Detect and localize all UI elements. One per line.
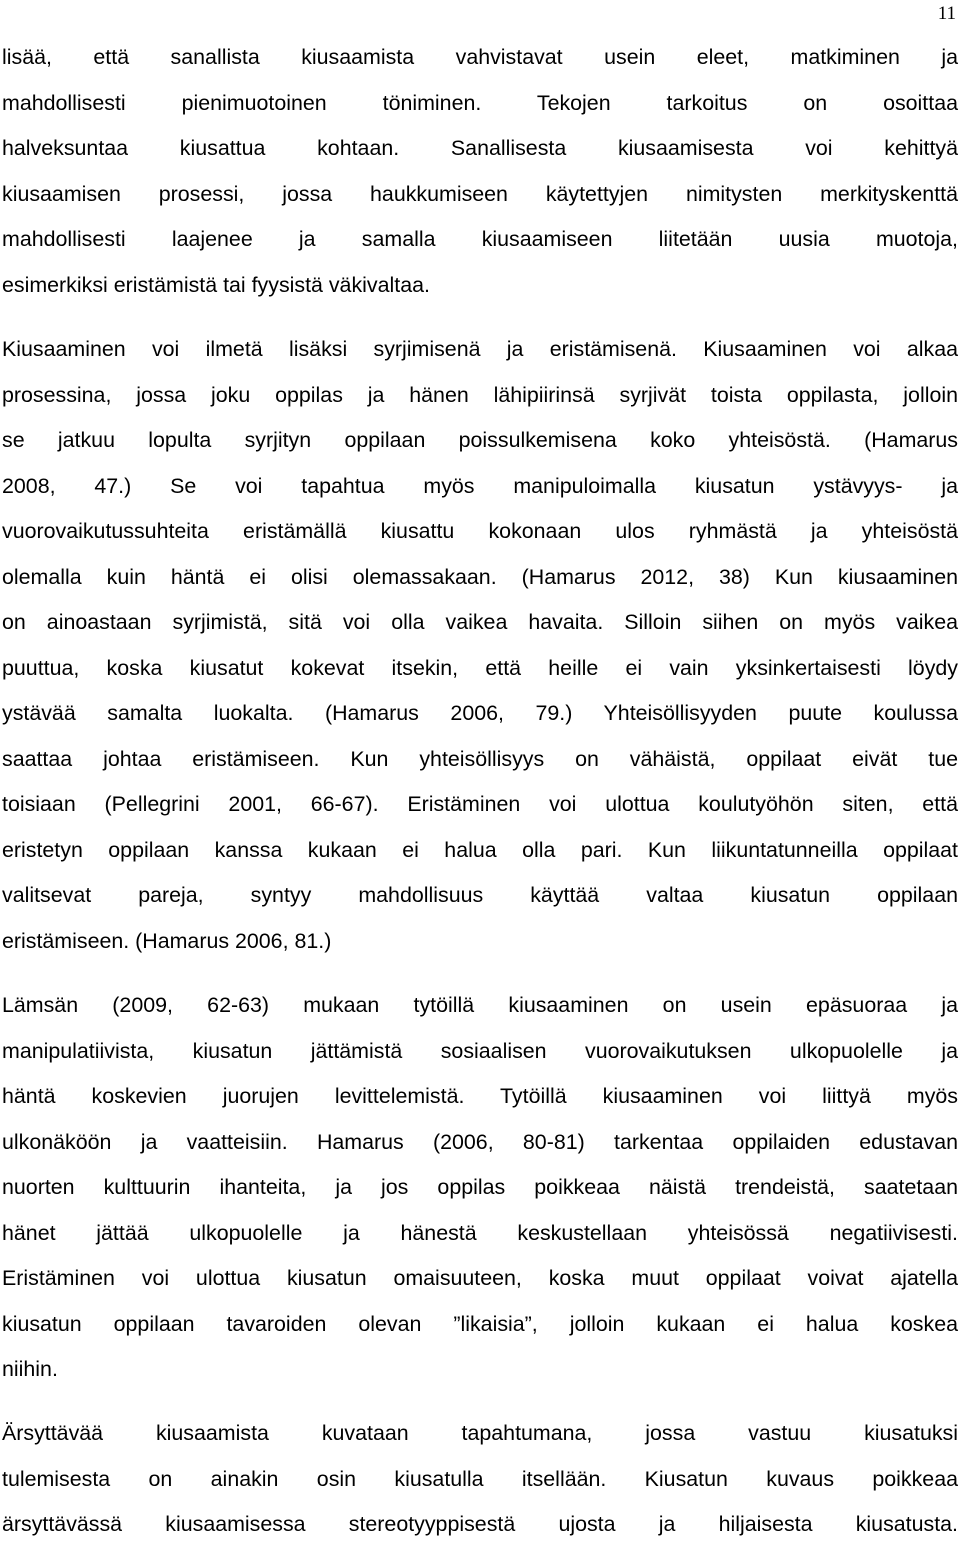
paragraph-verbal-bullying bbox=[2, 35, 958, 308]
text-line: prosessina, jossa joku oppilas ja hänen lähipiirinsä syrjivät toista oppilasta, jolloin bbox=[2, 382, 958, 407]
text-line: eristämiseen. (Hamarus 2006, 81.) bbox=[2, 928, 332, 953]
paragraph-exclusion bbox=[2, 327, 958, 964]
text-line: häntä koskevien juorujen levittelemistä. Tytöillä kiusaaminen voi liittyä myös bbox=[2, 1084, 958, 1108]
text-line: nuorten kulttuurin ihanteita, ja jos oppilas poikkeaa näistä trendeistä, saatetaan bbox=[2, 1175, 958, 1199]
text-line: hänet jättää ulkopuolelle ja hänestä keskustellaan yhteisössä negatiivisesti. bbox=[2, 1220, 958, 1245]
paragraph-provocative-bullying bbox=[2, 1411, 958, 1548]
paragraph-girls-bullying bbox=[2, 983, 958, 1393]
text-line: mahdollisesti laajenee ja samalla kiusaamiseen liitetään uusia muotoja, bbox=[2, 227, 958, 251]
text-line: ystävää samalta luokalta. (Hamarus 2006, 79.) Yhteisöllisyyden puute koulussa bbox=[2, 701, 958, 725]
text-line: se jatkuu lopulta syrjityn oppilaan poissulkemisena koko yhteisöstä. (Hamarus bbox=[2, 428, 958, 452]
text-line: esimerkiksi eristämistä tai fyysistä väkivaltaa. bbox=[2, 272, 430, 297]
text-line: ulkonäköön ja vaatteisiin. Hamarus (2006, 80-81) tarkentaa oppilaiden edustavan bbox=[2, 1129, 958, 1154]
text-line: 2008, 47.) Se voi tapahtua myös manipuloimalla kiusatun ystävyys- ja bbox=[2, 473, 958, 498]
text-line: olemalla kuin häntä ei olisi olemassakaan. (Hamarus 2012, 38) Kun kiusaaminen bbox=[2, 564, 958, 589]
text-line: puuttua, koska kiusatut kokevat itsekin, että heille ei vain yksinkertaisesti löydy bbox=[2, 655, 958, 680]
text-line: halveksuntaa kiusattua kohtaan. Sanallisesta kiusaamisesta voi kehittyä bbox=[2, 136, 958, 160]
text-line: vuorovaikutussuhteita eristämällä kiusattu kokonaan ulos ryhmästä ja yhteisöstä bbox=[2, 519, 958, 543]
text-line: kiusatun oppilaan tavaroiden olevan ”likaisia”, jolloin kukaan ei halua koskea bbox=[2, 1311, 958, 1336]
text-line: manipulatiivista, kiusatun jättämistä sosiaalisen vuorovaikutuksen ulkopuolelle ja bbox=[2, 1038, 958, 1063]
text-line: niihin. bbox=[2, 1357, 58, 1381]
text-line: Ärsyttävää kiusaamista kuvataan tapahtumana, jossa vastuu kiusatuksi bbox=[2, 1421, 958, 1445]
text-line: mahdollisesti pienimuotoinen töniminen. Tekojen tarkoitus on osoittaa bbox=[2, 90, 958, 115]
text-line: ärsyttävässä kiusaamisessa stereotyyppisestä ujosta ja hiljaisesta kiusatusta. bbox=[2, 1512, 958, 1536]
text-line: on ainoastaan syrjimistä, sitä voi olla vaikea havaita. Silloin siihen on myös vaikea bbox=[2, 610, 958, 634]
text-line: lisää, että sanallista kiusaamista vahvistavat usein eleet, matkiminen ja bbox=[2, 45, 958, 69]
text-line: Eristäminen voi ulottua kiusatun omaisuuteen, koska muut oppilaat voivat ajatella bbox=[2, 1266, 958, 1290]
text-line: eristetyn oppilaan kanssa kukaan ei halua olla pari. Kun liikuntatunneilla oppilaat bbox=[2, 837, 958, 862]
text-line: Kiusaaminen voi ilmetä lisäksi syrjimisenä ja eristämisenä. Kiusaaminen voi alkaa bbox=[2, 337, 958, 361]
text-line: Lämsän (2009, 62-63) mukaan tytöillä kiusaaminen on usein epäsuoraa ja bbox=[2, 993, 958, 1017]
text-line: kiusaamisen prosessi, jossa haukkumiseen käytettyjen nimitysten merkityskenttä bbox=[2, 181, 958, 206]
text-line: tulemisesta on ainakin osin kiusatulla itsellään. Kiusatun kuvaus poikkeaa bbox=[2, 1466, 958, 1491]
text-line: saattaa johtaa eristämiseen. Kun yhteisöllisyys on vähäistä, oppilaat eivät tue bbox=[2, 746, 958, 771]
text-line: valitsevat pareja, syntyy mahdollisuus käyttää valtaa kiusatun oppilaan bbox=[2, 883, 958, 907]
text-line: toisiaan (Pellegrini 2001, 66-67). Eristäminen voi ulottua koulutyöhön siten, että bbox=[2, 792, 958, 816]
page-number: 11 bbox=[937, 3, 956, 24]
